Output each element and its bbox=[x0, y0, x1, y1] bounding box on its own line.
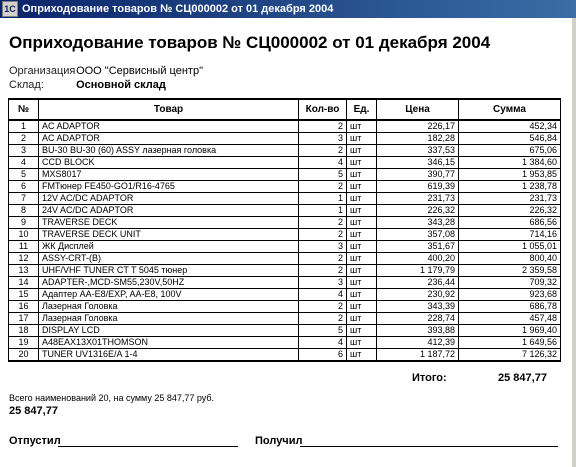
cell-sum: 800,40 bbox=[459, 253, 561, 265]
cell-unit: шт bbox=[347, 145, 377, 157]
header-price: Цена bbox=[377, 99, 459, 120]
released-by-label: Отпустил bbox=[9, 435, 61, 447]
table-row bbox=[9, 337, 561, 349]
cell-sum: 1 238,78 bbox=[459, 181, 561, 193]
cell-quantity: 3 bbox=[299, 241, 347, 253]
organization-value: ООО "Сервисный центр" bbox=[76, 65, 203, 77]
table-body bbox=[9, 120, 561, 361]
cell-quantity: 3 bbox=[299, 277, 347, 289]
cell-quantity: 4 bbox=[299, 289, 347, 301]
cell-number: 9 bbox=[9, 217, 39, 229]
cell-quantity: 5 bbox=[299, 169, 347, 181]
table-row bbox=[9, 301, 561, 313]
table-header-row bbox=[9, 99, 561, 120]
organization-row bbox=[9, 65, 203, 77]
cell-item: UHF/VHF TUNER CT T 5045 тюнер bbox=[39, 265, 299, 277]
cell-price: 390,77 bbox=[377, 169, 459, 181]
cell-quantity: 2 bbox=[299, 301, 347, 313]
cell-unit: шт bbox=[347, 337, 377, 349]
items-table bbox=[8, 98, 561, 362]
cell-unit: шт bbox=[347, 205, 377, 217]
table-row bbox=[9, 133, 561, 145]
cell-sum: 231,73 bbox=[459, 193, 561, 205]
app-icon[interactable]: 1C bbox=[2, 1, 18, 17]
cell-number: 18 bbox=[9, 325, 39, 337]
released-by-line bbox=[58, 446, 238, 447]
cell-item: MXS8017 bbox=[39, 169, 299, 181]
cell-price: 226,17 bbox=[377, 120, 459, 133]
cell-price: 1 179,79 bbox=[377, 265, 459, 277]
cell-item: 24V AC/DC ADAPTOR bbox=[39, 205, 299, 217]
cell-sum: 546,84 bbox=[459, 133, 561, 145]
cell-item: FMТюнер FE450-GO1/R16-4765 bbox=[39, 181, 299, 193]
cell-number: 3 bbox=[9, 145, 39, 157]
table-row bbox=[9, 205, 561, 217]
cell-price: 351,67 bbox=[377, 241, 459, 253]
cell-quantity: 2 bbox=[299, 253, 347, 265]
cell-quantity: 6 bbox=[299, 349, 347, 362]
table-row bbox=[9, 253, 561, 265]
cell-quantity: 2 bbox=[299, 217, 347, 229]
received-by-label: Получил bbox=[255, 435, 303, 447]
cell-quantity: 2 bbox=[299, 313, 347, 325]
cell-sum: 714,16 bbox=[459, 229, 561, 241]
cell-unit: шт bbox=[347, 157, 377, 169]
cell-sum: 2 359,58 bbox=[459, 265, 561, 277]
header-item: Товар bbox=[39, 99, 299, 120]
cell-sum: 923,68 bbox=[459, 289, 561, 301]
cell-price: 228,74 bbox=[377, 313, 459, 325]
cell-item: TRAVERSE DECK bbox=[39, 217, 299, 229]
cell-unit: шт bbox=[347, 241, 377, 253]
cell-sum: 7 126,32 bbox=[459, 349, 561, 362]
cell-quantity: 4 bbox=[299, 157, 347, 169]
table-row bbox=[9, 289, 561, 301]
table-row bbox=[9, 169, 561, 181]
cell-price: 343,28 bbox=[377, 217, 459, 229]
cell-price: 412,39 bbox=[377, 337, 459, 349]
cell-sum: 1 384,60 bbox=[459, 157, 561, 169]
cell-item: DISPLAY LCD bbox=[39, 325, 299, 337]
cell-item: A48EAX13X01THOMSON bbox=[39, 337, 299, 349]
cell-item: BU-30 BU-30 (60) ASSY лазерная головка bbox=[39, 145, 299, 157]
table-row bbox=[9, 217, 561, 229]
organization-label: Организация bbox=[9, 65, 76, 77]
summary-amount: 25 847,77 bbox=[9, 405, 58, 417]
cell-item: TRAVERSE DECK UNIT bbox=[39, 229, 299, 241]
table-row bbox=[9, 120, 561, 133]
cell-price: 393,88 bbox=[377, 325, 459, 337]
cell-sum: 709,32 bbox=[459, 277, 561, 289]
warehouse-label: Склад: bbox=[9, 79, 44, 91]
cell-sum: 686,78 bbox=[459, 301, 561, 313]
cell-item: CCD BLOCK bbox=[39, 157, 299, 169]
header-unit: Ед. bbox=[347, 99, 377, 120]
cell-price: 337,53 bbox=[377, 145, 459, 157]
cell-price: 619,39 bbox=[377, 181, 459, 193]
warehouse-value: Основной склад bbox=[76, 79, 166, 91]
cell-price: 236,44 bbox=[377, 277, 459, 289]
cell-unit: шт bbox=[347, 120, 377, 133]
total-label: Итого: bbox=[412, 372, 447, 384]
cell-unit: шт bbox=[347, 169, 377, 181]
header-number: № bbox=[9, 99, 39, 120]
table-row bbox=[9, 277, 561, 289]
cell-number: 11 bbox=[9, 241, 39, 253]
cell-unit: шт bbox=[347, 265, 377, 277]
cell-item: ЖК Дисплей bbox=[39, 241, 299, 253]
cell-sum: 1 055,01 bbox=[459, 241, 561, 253]
cell-number: 19 bbox=[9, 337, 39, 349]
cell-sum: 452,34 bbox=[459, 120, 561, 133]
cell-price: 346,15 bbox=[377, 157, 459, 169]
cell-item: 12V AC/DC ADAPTOR bbox=[39, 193, 299, 205]
cell-price: 182,28 bbox=[377, 133, 459, 145]
cell-unit: шт bbox=[347, 349, 377, 362]
cell-unit: шт bbox=[347, 277, 377, 289]
cell-sum: 1 969,40 bbox=[459, 325, 561, 337]
cell-unit: шт bbox=[347, 289, 377, 301]
cell-quantity: 2 bbox=[299, 265, 347, 277]
cell-item: Адаптер AA-E8/EXP, AA-E8, 100V bbox=[39, 289, 299, 301]
table-row bbox=[9, 241, 561, 253]
document-title: Оприходование товаров № СЦ000002 от 01 декабря 2004 bbox=[9, 33, 491, 52]
cell-quantity: 1 bbox=[299, 193, 347, 205]
cell-item: Лазерная Головка bbox=[39, 313, 299, 325]
cell-quantity: 3 bbox=[299, 133, 347, 145]
cell-number: 6 bbox=[9, 181, 39, 193]
cell-number: 5 bbox=[9, 169, 39, 181]
table-row bbox=[9, 229, 561, 241]
cell-sum: 1 649,56 bbox=[459, 337, 561, 349]
cell-price: 1 187,72 bbox=[377, 349, 459, 362]
document-sheet bbox=[0, 18, 576, 467]
cell-number: 13 bbox=[9, 265, 39, 277]
cell-sum: 226,32 bbox=[459, 205, 561, 217]
header-quantity: Кол-во bbox=[299, 99, 347, 120]
cell-unit: шт bbox=[347, 301, 377, 313]
cell-price: 357,08 bbox=[377, 229, 459, 241]
cell-number: 2 bbox=[9, 133, 39, 145]
cell-number: 14 bbox=[9, 277, 39, 289]
cell-number: 4 bbox=[9, 157, 39, 169]
cell-number: 8 bbox=[9, 205, 39, 217]
cell-unit: шт bbox=[347, 193, 377, 205]
cell-unit: шт bbox=[347, 229, 377, 241]
cell-unit: шт bbox=[347, 217, 377, 229]
cell-quantity: 2 bbox=[299, 181, 347, 193]
cell-unit: шт bbox=[347, 313, 377, 325]
cell-sum: 686,56 bbox=[459, 217, 561, 229]
cell-quantity: 5 bbox=[299, 325, 347, 337]
cell-unit: шт bbox=[347, 181, 377, 193]
cell-unit: шт bbox=[347, 325, 377, 337]
cell-number: 7 bbox=[9, 193, 39, 205]
table-row bbox=[9, 265, 561, 277]
cell-unit: шт bbox=[347, 253, 377, 265]
cell-sum: 1 953,85 bbox=[459, 169, 561, 181]
table-row bbox=[9, 181, 561, 193]
cell-price: 231,73 bbox=[377, 193, 459, 205]
table-row bbox=[9, 325, 561, 337]
table-row bbox=[9, 313, 561, 325]
cell-quantity: 2 bbox=[299, 120, 347, 133]
table-row bbox=[9, 193, 561, 205]
header-sum: Сумма bbox=[459, 99, 561, 120]
cell-item: AC ADAPTOR bbox=[39, 120, 299, 133]
cell-number: 1 bbox=[9, 120, 39, 133]
cell-unit: шт bbox=[347, 133, 377, 145]
cell-item: ASSY-CRT-(B) bbox=[39, 253, 299, 265]
cell-number: 17 bbox=[9, 313, 39, 325]
window-titlebar bbox=[0, 0, 576, 18]
cell-quantity: 1 bbox=[299, 205, 347, 217]
cell-sum: 675,06 bbox=[459, 145, 561, 157]
cell-quantity: 4 bbox=[299, 337, 347, 349]
cell-quantity: 2 bbox=[299, 145, 347, 157]
cell-price: 230,92 bbox=[377, 289, 459, 301]
cell-quantity: 2 bbox=[299, 229, 347, 241]
cell-item: TUNER UV1316E/A 1-4 bbox=[39, 349, 299, 362]
cell-price: 343,39 bbox=[377, 301, 459, 313]
cell-number: 15 bbox=[9, 289, 39, 301]
table-row bbox=[9, 157, 561, 169]
cell-number: 10 bbox=[9, 229, 39, 241]
cell-number: 16 bbox=[9, 301, 39, 313]
cell-item: ADAPTER-,MCD-SM55,230V,50HZ bbox=[39, 277, 299, 289]
cell-number: 12 bbox=[9, 253, 39, 265]
cell-price: 226,32 bbox=[377, 205, 459, 217]
cell-number: 20 bbox=[9, 349, 39, 362]
window-title: Оприходование товаров № СЦ000002 от 01 декабря 2004 bbox=[22, 3, 334, 15]
cell-item: AC ADAPTOR bbox=[39, 133, 299, 145]
cell-price: 400,20 bbox=[377, 253, 459, 265]
total-value: 25 847,77 bbox=[498, 372, 547, 384]
table-row bbox=[9, 349, 561, 362]
warehouse-row bbox=[9, 79, 166, 91]
table-row bbox=[9, 145, 561, 157]
cell-sum: 457,48 bbox=[459, 313, 561, 325]
received-by-line bbox=[300, 446, 558, 447]
cell-item: Лазерная Головка bbox=[39, 301, 299, 313]
summary-text: Всего наименований 20, на сумму 25 847,77 руб. bbox=[9, 393, 215, 403]
